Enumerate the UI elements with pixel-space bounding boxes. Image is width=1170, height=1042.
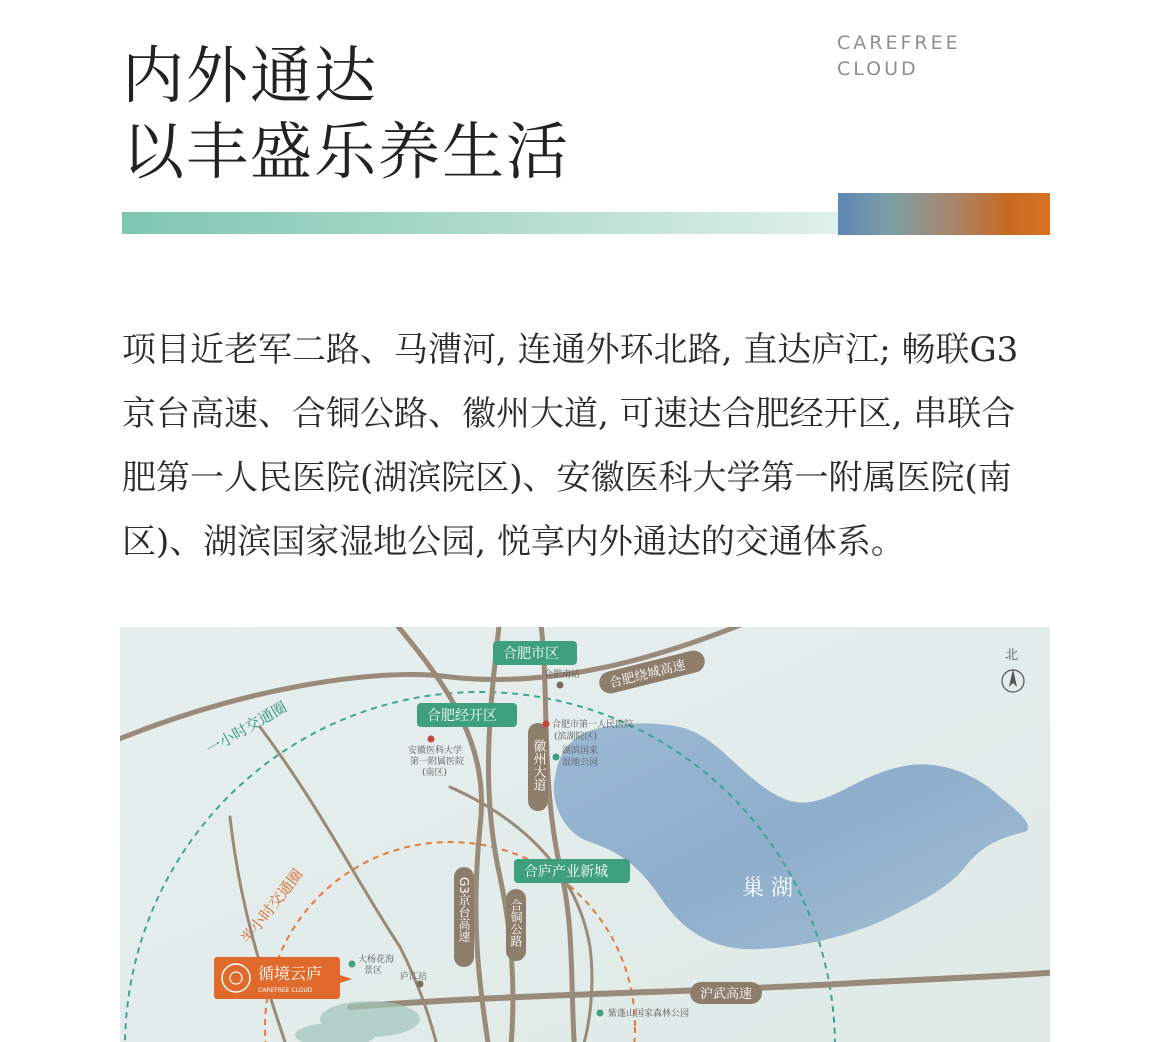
project-name: 循境云庐: [258, 964, 323, 983]
brand-mark: [837, 30, 961, 82]
half-hour-ring-label: 半小时交通圈: [236, 865, 307, 948]
poi-park-dot: [597, 1010, 604, 1017]
project-sub: CAREFREE CLOUD: [258, 987, 313, 994]
poi-dayang-2: 景区: [364, 966, 383, 976]
poi-anyi-dot: [428, 736, 435, 743]
title-line-2: 以丰盛乐养生活: [122, 115, 571, 188]
title-line-1: 内外通达: [122, 39, 379, 112]
poi-first-hospital-dot: [543, 721, 550, 728]
poi-south-station-dot: [557, 682, 564, 689]
north-label: 北: [1005, 648, 1019, 663]
poi-first-hospital: 合肥市第一人民医院: [552, 720, 634, 730]
title-underline-bar: [122, 212, 838, 234]
page-title: [122, 38, 570, 190]
poi-park: 紫蓬山国家森林公园: [608, 1009, 690, 1019]
district-city: 合肥市区: [503, 646, 559, 662]
district-hulu: 合庐产业新城: [524, 864, 608, 880]
poi-first-hospital-sub: (滨湖院区): [554, 732, 598, 742]
description-line-1: 项目近老军二路、马漕河, 连通外环北路, 直达庐江; 畅联G3: [122, 330, 1019, 370]
brand-line-2: CLOUD: [837, 58, 919, 80]
one-hour-ring-label: 一小时交通圈: [203, 697, 290, 759]
poi-wetland-2: 湿地公园: [562, 758, 599, 768]
poi-wetland-dot: [553, 754, 560, 761]
huwu-label: 沪武高速: [700, 987, 753, 1002]
huizhou-label: 徽州大道: [530, 739, 546, 791]
lake-label: 巢 湖: [742, 876, 793, 901]
ring-label: 合肥绕城高速: [607, 657, 688, 692]
map-canvas: [120, 627, 1050, 1042]
hetong-label: 合铜公路: [509, 899, 523, 947]
district-econ: 合肥经开区: [427, 708, 497, 724]
poi-anyi-3: (南区): [422, 768, 448, 778]
poi-anyi-2: 第一附属医院: [410, 757, 465, 767]
description-line-4: 区)、湖滨国家湿地公园, 悦享内外通达的交通体系。: [122, 522, 905, 562]
poi-wetland-1: 湖滨国家: [562, 746, 599, 756]
poi-south-station: 合肥南站: [544, 670, 581, 680]
brand-line-1: CAREFREE: [837, 32, 961, 54]
poi-lujiang: 庐江站: [400, 972, 428, 982]
location-map: [120, 627, 1050, 1042]
description-line-2: 京台高速、合铜公路、徽州大道, 可速达合肥经开区, 串联合: [122, 394, 1016, 434]
poi-dayang-dot: [349, 961, 356, 968]
project-marker: [214, 957, 352, 999]
description-paragraph: [122, 318, 1052, 574]
description-line-3: 肥第一人民医院(湖滨院区)、安徽医科大学第一附属医院(南: [122, 458, 1012, 498]
g3-label: G3京台高速: [457, 877, 471, 942]
title-accent-photo: [838, 193, 1050, 235]
poi-dayang: 大杨花海: [358, 955, 395, 965]
poi-anyi-1: 安徽医科大学: [408, 746, 463, 756]
